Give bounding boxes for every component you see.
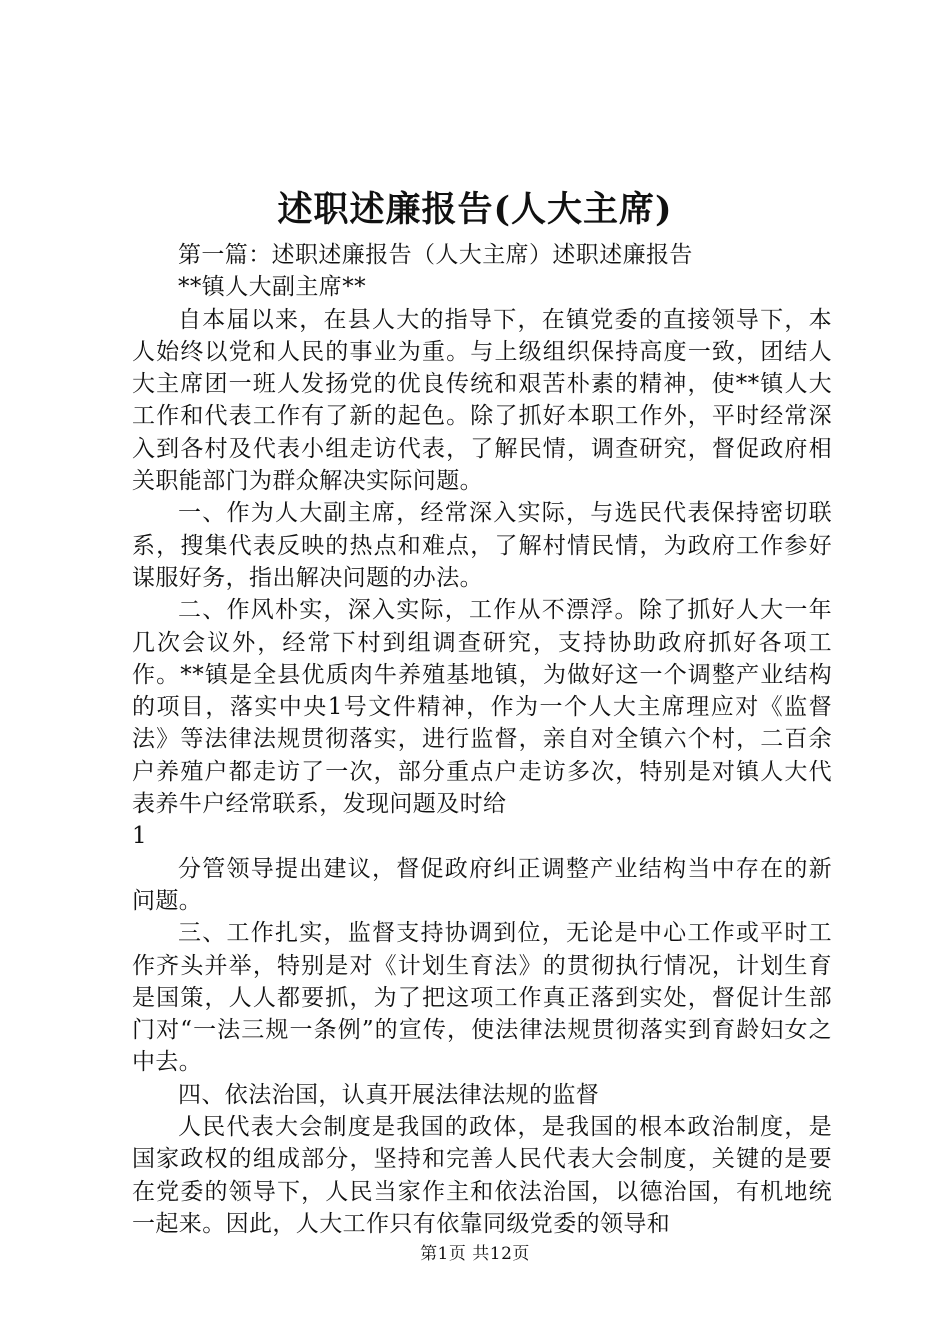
document-title: 述职述廉报告(人大主席) xyxy=(277,189,673,230)
section-heading: 第一篇：述职述廉报告（人大主席）述职述廉报告 xyxy=(178,242,693,268)
point-four-paragraph: 人民代表大会制度是我国的政体，是我国的根本政治制度，是国家政权的组成部分，坚持和完善人民代表大会制度，关键的是要在党委的领导下，人民当家作主和依法治国，以德治国，有机地统一起来。因此，人大工作只有依靠同级党委的领导和 xyxy=(132,1114,832,1237)
point-four-heading: 四、依法治国，认真开展法律法规的监督 xyxy=(178,1081,600,1108)
author-line: **镇人大副主席** xyxy=(178,274,366,301)
point-three-paragraph: 三、工作扎实，监督支持协调到位，无论是中心工作或平时工作齐头并举，特别是对《计划生育法》的贯彻执行情况，计划生育是国策，人人都要抓，为了把这项工作真正落到实处，督促计生部门对“一法三规一条例”的宣传，使法律法规贯彻落实到育龄妇女之中去。 xyxy=(132,920,832,1076)
document-body xyxy=(132,239,832,1240)
intro-paragraph: 自本届以来，在县人大的指导下，在镇党委的直接领导下，本人始终以党和人民的事业为重。与上级组织保持高度一致，团结人大主席团一班人发扬党的优良传统和艰苦朴素的精神，使**镇人大工作和代表工作有了新的起色。除了抓好本职工作外，平时经常深入到各村及代表小组走访代表，了解民情，调查研究，督促政府相关职能部门为群众解决实际问题。 xyxy=(132,306,832,495)
continuation-paragraph: 分管领导提出建议，督促政府纠正调整产业结构当中存在的新问题。 xyxy=(132,855,832,914)
point-two-paragraph: 二、作风朴实，深入实际，工作从不漂浮。除了抓好人大一年几次会议外，经常下村到组调查研究，支持协助政府抓好各项工作。**镇是全县优质肉牛养殖基地镇，为做好这一个调整产业结构的项目，落实中央1号文件精神，作为一个人大主席理应对《监督法》等法律法规贯彻落实，进行监督，亲自对全镇六个村，二百余户养殖户都走访了一次，部分重点户走访多次，特别是对镇人大代表养牛户经常联系，发现问题及时给 xyxy=(132,597,832,818)
page-number-footer: 第1页 共12页 xyxy=(420,1244,530,1264)
footnote-marker: 1 xyxy=(132,823,148,850)
point-one-paragraph: 一、作为人大副主席，经常深入实际，与选民代表保持密切联系，搜集代表反映的热点和难点，了解村情民情，为政府工作参好谋服好务，指出解决问题的办法。 xyxy=(132,500,832,591)
